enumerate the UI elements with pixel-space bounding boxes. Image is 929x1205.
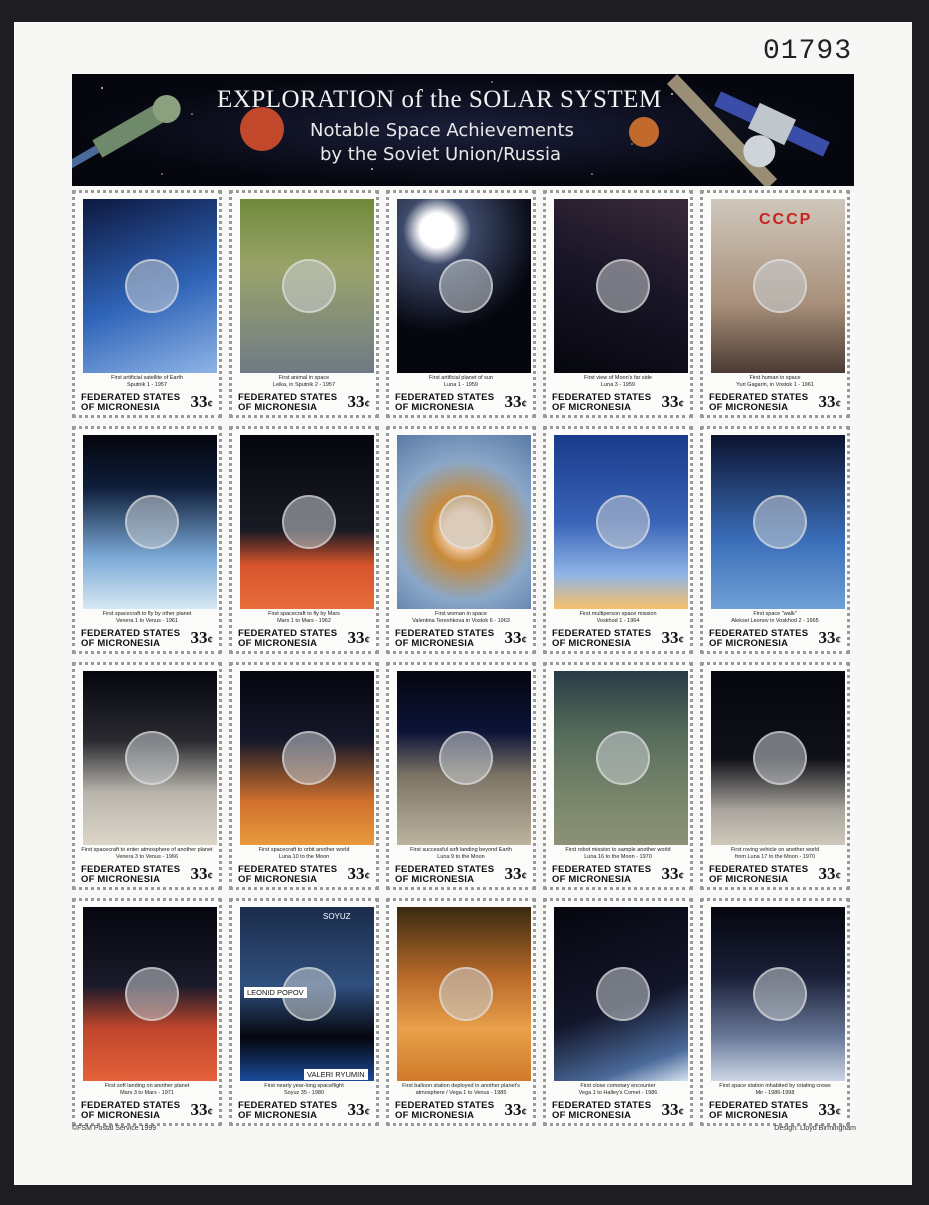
stamp-country-line1: FEDERATED STATES	[81, 864, 181, 875]
mars3-lander-icon	[125, 967, 179, 1021]
stamp-value-cent: ¢	[678, 870, 684, 882]
stamp-caption-line1: First human in space	[749, 375, 801, 381]
lunokhod-icon	[753, 731, 807, 785]
stamp-artwork	[711, 435, 845, 609]
stamp-caption	[707, 611, 843, 625]
stamp-caption-line2: Leika, in Sputnik 2 - 1957	[272, 382, 336, 388]
serial-number: 01793	[762, 36, 852, 67]
stamp-caption	[236, 611, 372, 625]
stamp-country-line1: FEDERATED STATES	[709, 628, 809, 639]
stamp-caption-line2: Luna 1 - 1959	[444, 382, 478, 388]
stamp-value-number: 33	[818, 1100, 836, 1119]
stamp-caption	[550, 611, 686, 625]
helmet-cccp-text: CCCP	[759, 211, 813, 228]
stamp-caption-line2: from Luna 17 to the Moon - 1970	[734, 854, 816, 860]
stamp	[700, 426, 850, 654]
stamp-value-number: 33	[504, 1100, 522, 1119]
stamp-country-line1: FEDERATED STATES	[552, 392, 652, 403]
stamp-caption-line1: First roving vehicle on another world	[730, 847, 820, 853]
stamp-value-cent: ¢	[207, 634, 213, 646]
stamp-value-cent: ¢	[521, 398, 527, 410]
stamp-country-line1: FEDERATED STATES	[238, 392, 338, 403]
luna10-orbiter-icon	[282, 731, 336, 785]
stamp-value	[505, 1100, 528, 1120]
stamp-artwork	[397, 199, 531, 373]
stamp-country-line2: OF MICRONESIA	[709, 1110, 789, 1121]
stamp-value-number: 33	[818, 864, 836, 883]
stamp-caption	[236, 375, 372, 389]
stamp-caption-line1: First space "walk"	[753, 611, 797, 617]
stamp-artwork	[554, 435, 688, 609]
stamp-value-number: 33	[347, 1100, 365, 1119]
stamp-caption-line1: First spacecraft to orbit another world	[258, 847, 350, 853]
stamp-value	[191, 1100, 214, 1120]
stamp-artwork	[397, 907, 531, 1081]
stamp-caption-line2: Soyuz 35 - 1980	[283, 1090, 325, 1096]
stamp-value	[819, 628, 842, 648]
stamp-caption-line1: First balloon station deployed in another planet's	[402, 1083, 520, 1089]
stamp-caption-line2: atmosphere / Vega 1 to Venus - 1985	[415, 1090, 507, 1096]
stamp	[72, 190, 222, 418]
stamp-value-cent: ¢	[835, 870, 841, 882]
designer-credit: Design: Lloyd Birmingham	[774, 1125, 856, 1132]
stamp	[72, 426, 222, 654]
venera3-probe-icon	[125, 731, 179, 785]
stamp-country	[552, 629, 651, 649]
stamp-country	[395, 1101, 494, 1121]
stamp-value-cent: ¢	[678, 1106, 684, 1118]
space-dog-icon	[282, 259, 336, 313]
stamp-country-line2: OF MICRONESIA	[81, 1110, 161, 1121]
stamp-value-cent: ¢	[835, 398, 841, 410]
stamp-caption	[236, 847, 372, 861]
soyuz-label: SOYUZ	[323, 912, 351, 921]
stamp-artwork	[711, 907, 845, 1081]
stamp-caption-line2: Luna 9 to the Moon	[437, 854, 485, 860]
stamp-country	[709, 1101, 808, 1121]
stamp-value-number: 33	[818, 392, 836, 411]
stamp-artwork	[554, 671, 688, 845]
stamp-caption	[393, 1083, 529, 1097]
stamp-value	[662, 1100, 685, 1120]
stamp-value	[191, 392, 214, 412]
stamp	[229, 662, 379, 890]
stamp-artwork	[397, 671, 531, 845]
stamp-country	[395, 629, 494, 649]
stamp-country	[552, 393, 651, 413]
stamp-value-cent: ¢	[521, 870, 527, 882]
stamp-artwork	[240, 671, 374, 845]
stamp-value-cent: ¢	[364, 870, 370, 882]
stamp	[72, 898, 222, 1126]
stamp-value	[505, 392, 528, 412]
stamp-grid	[72, 190, 859, 1126]
stamp-country-line2: OF MICRONESIA	[552, 874, 632, 885]
stamp-country	[81, 865, 180, 885]
valeri-ryumin-label: VALERI RYUMIN	[304, 1069, 368, 1080]
stamp-country	[238, 393, 337, 413]
stamp-country-line1: FEDERATED STATES	[238, 1100, 338, 1111]
stamp-country-line2: OF MICRONESIA	[709, 874, 789, 885]
stamp	[543, 662, 693, 890]
stamp-caption-line1: First nearly year-long spaceflight	[264, 1083, 344, 1089]
stamp-artwork	[83, 907, 217, 1081]
stamp-caption-line1: First multiperson space mission	[579, 611, 657, 617]
stamp-value	[819, 864, 842, 884]
stamp-caption-line1: First artificial planet of sun	[429, 375, 493, 381]
stamp-artwork	[711, 199, 845, 373]
stamp-value	[662, 628, 685, 648]
stamp-value-cent: ¢	[678, 634, 684, 646]
stamp-country-line2: OF MICRONESIA	[238, 874, 318, 885]
spacewalk-icon	[753, 495, 807, 549]
sputnik-satellite-icon	[125, 259, 179, 313]
stamp-country-line1: FEDERATED STATES	[395, 864, 495, 875]
leonid-popov-label: LEONID POPOV	[244, 987, 307, 998]
stamp-caption	[79, 847, 215, 861]
stamp-caption	[550, 1083, 686, 1097]
stamp-country	[238, 865, 337, 885]
stamp-caption	[393, 847, 529, 861]
stamp-caption-line1: First space station inhabited by rotating crews	[719, 1083, 831, 1089]
stamp	[229, 426, 379, 654]
stamp-value	[505, 864, 528, 884]
stamp-country-line2: OF MICRONESIA	[552, 638, 632, 649]
stamp-country-line1: FEDERATED STATES	[709, 864, 809, 875]
stamp-value-number: 33	[190, 1100, 208, 1119]
mir-station-icon	[753, 967, 807, 1021]
stamp-caption-line2: Sputnik 1 - 1957	[126, 382, 168, 388]
stamp-country-line1: FEDERATED STATES	[238, 864, 338, 875]
stamp-caption-line1: First artificial satellite of Earth	[111, 375, 183, 381]
stamp-country-line2: OF MICRONESIA	[709, 638, 789, 649]
stamp	[543, 426, 693, 654]
stamp-caption	[707, 1083, 843, 1097]
stamp-country-line2: OF MICRONESIA	[552, 1110, 632, 1121]
stamp-artwork	[240, 907, 374, 1081]
stamp	[386, 426, 536, 654]
stamp	[229, 898, 379, 1126]
stamp-sheet	[14, 22, 912, 1185]
stamp-value	[662, 392, 685, 412]
stamp-caption-line2: Valentina Tereshkova in Vostok 6 - 1963	[412, 618, 510, 624]
stamp-country	[709, 865, 808, 885]
rocket-launch-icon	[596, 495, 650, 549]
stamp-value-cent: ¢	[364, 398, 370, 410]
stamp-value	[191, 628, 214, 648]
stamp-value-number: 33	[661, 1100, 679, 1119]
stamp-country-line2: OF MICRONESIA	[81, 874, 161, 885]
stamp-country	[395, 865, 494, 885]
banner-title: EXPLORATION of the SOLAR SYSTEM	[217, 86, 662, 113]
stamp-value	[819, 392, 842, 412]
stamp-country	[238, 629, 337, 649]
stamp-caption-line1: First view of Moon's far side	[584, 375, 652, 381]
stamp-country-line2: OF MICRONESIA	[552, 402, 632, 413]
stamp-caption-line1: First spacecraft to fly by Mars	[268, 611, 340, 617]
stamp-value-number: 33	[504, 864, 522, 883]
stamp-value-number: 33	[818, 628, 836, 647]
stamp-value	[348, 1100, 371, 1120]
lunar-rover-icon	[596, 731, 650, 785]
stamp-value	[191, 864, 214, 884]
stamp-value-number: 33	[347, 628, 365, 647]
stamp-caption-line2: Yuri Gagarin, in Vostok 1 - 1961	[736, 382, 814, 388]
stamp-country	[81, 1101, 180, 1121]
stamp-country	[81, 629, 180, 649]
stamp	[543, 190, 693, 418]
stamp-caption	[79, 1083, 215, 1097]
stamp-country-line1: FEDERATED STATES	[552, 628, 652, 639]
stamp-country-line1: FEDERATED STATES	[395, 392, 495, 403]
stamp	[72, 662, 222, 890]
stamp-country	[81, 393, 180, 413]
mars-probe-icon	[282, 495, 336, 549]
stamp	[700, 190, 850, 418]
stamp-caption	[707, 375, 843, 389]
stamp-country-line2: OF MICRONESIA	[81, 638, 161, 649]
stamp-caption-line2: Venera 1 to Venus - 1961	[115, 618, 179, 624]
stamp	[386, 662, 536, 890]
cosmonaut-helmet-icon	[753, 259, 807, 313]
stamp-value-cent: ¢	[835, 634, 841, 646]
stamp-country-line1: FEDERATED STATES	[81, 628, 181, 639]
stamp-value	[348, 628, 371, 648]
copyright-text: ©FSM Postal Service 1999	[72, 1125, 157, 1132]
stamp-country-line1: FEDERATED STATES	[709, 392, 809, 403]
luna3-probe-icon	[596, 259, 650, 313]
stamp-caption-line2: Mars 3 to Mars - 1971	[120, 1090, 174, 1096]
stamp-country-line2: OF MICRONESIA	[238, 638, 318, 649]
stamp-country	[552, 865, 651, 885]
venera-probe-icon	[125, 495, 179, 549]
lunar-lander-icon	[439, 731, 493, 785]
stamp-value-cent: ¢	[835, 1106, 841, 1118]
stamp-value	[348, 864, 371, 884]
stamp-caption-line1: First robot mission to sample another world	[565, 847, 671, 853]
stamp-caption-line2: Vega 1 to Halley's Comet - 1986	[578, 1090, 658, 1096]
banner-subtitle-line1: Notable Space Achievements	[310, 120, 574, 141]
stamp-caption-line2: Luna 3 - 1959	[601, 382, 635, 388]
stamp-caption	[393, 375, 529, 389]
stamp-artwork	[83, 199, 217, 373]
stamp-value	[505, 628, 528, 648]
stamp-artwork	[397, 435, 531, 609]
stamp-country-line2: OF MICRONESIA	[395, 402, 475, 413]
banner-subtitle-line2: by the Soviet Union/Russia	[320, 144, 561, 165]
stamp-country	[709, 393, 808, 413]
stamp	[229, 190, 379, 418]
stamp-caption-line1: First spacecraft to enter atmosphere of another planet	[81, 847, 213, 853]
stamp-country-line2: OF MICRONESIA	[81, 402, 161, 413]
sheet-banner	[72, 74, 854, 186]
stamp-country-line2: OF MICRONESIA	[395, 874, 475, 885]
stamp-country-line2: OF MICRONESIA	[238, 1110, 318, 1121]
luna-probe-icon	[439, 259, 493, 313]
stamp-caption	[79, 375, 215, 389]
stamp-caption	[550, 847, 686, 861]
stamp-value-number: 33	[661, 392, 679, 411]
stamp-value-number: 33	[504, 392, 522, 411]
comet-probe-icon	[596, 967, 650, 1021]
stamp-value-cent: ¢	[521, 1106, 527, 1118]
stamp-artwork	[240, 199, 374, 373]
stamp-country-line2: OF MICRONESIA	[395, 1110, 475, 1121]
stamp	[386, 898, 536, 1126]
stamp-artwork	[554, 907, 688, 1081]
stamp-value-number: 33	[661, 628, 679, 647]
stamp-value-number: 33	[190, 392, 208, 411]
stamp-country-line1: FEDERATED STATES	[709, 1100, 809, 1111]
stamp-caption-line1: First successful soft landing beyond Earth	[410, 847, 512, 853]
stamp-value-cent: ¢	[521, 634, 527, 646]
stamp-country-line1: FEDERATED STATES	[238, 628, 338, 639]
stamp	[543, 898, 693, 1126]
stamp-artwork	[83, 671, 217, 845]
stamp-caption	[236, 1083, 372, 1097]
stamp-country	[709, 629, 808, 649]
stamp-value-number: 33	[190, 864, 208, 883]
stamp-value-cent: ¢	[207, 870, 213, 882]
stamp-country-line1: FEDERATED STATES	[395, 628, 495, 639]
stamp-country-line2: OF MICRONESIA	[709, 402, 789, 413]
stamp-artwork	[240, 435, 374, 609]
stamp-value-cent: ¢	[207, 398, 213, 410]
balloon-station-icon	[439, 967, 493, 1021]
stamp-value-number: 33	[347, 864, 365, 883]
stamp-country	[552, 1101, 651, 1121]
stamp-country-line2: OF MICRONESIA	[395, 638, 475, 649]
stamp-caption-line1: First close cometary encounter	[580, 1083, 656, 1089]
stamp-caption-line2: Voskhod 1 - 1964	[596, 618, 640, 624]
stamp-value-number: 33	[190, 628, 208, 647]
stamp-caption	[550, 375, 686, 389]
stamp-value	[819, 1100, 842, 1120]
stamp	[700, 898, 850, 1126]
stamp-caption-line1: First animal in space	[278, 375, 330, 381]
stamp-country-line1: FEDERATED STATES	[552, 864, 652, 875]
stamp-caption	[707, 847, 843, 861]
stamp-caption-line1: First woman in space	[435, 611, 487, 617]
stamp-artwork	[711, 671, 845, 845]
stamp-caption-line2: Mir - 1986-1998	[755, 1090, 795, 1096]
stamp-country-line1: FEDERATED STATES	[81, 1100, 181, 1111]
stamp-value-cent: ¢	[207, 1106, 213, 1118]
stamp-artwork	[83, 435, 217, 609]
stamp-caption-line2: Luna 10 to the Moon	[278, 854, 330, 860]
stamp-value-cent: ¢	[364, 634, 370, 646]
stamp-value-number: 33	[504, 628, 522, 647]
stamp-caption-line2: Venera 3 to Venus - 1966	[115, 854, 179, 860]
stamp	[700, 662, 850, 890]
stamp-country	[238, 1101, 337, 1121]
stamp-value-number: 33	[661, 864, 679, 883]
stamp-caption	[393, 611, 529, 625]
stamp-country-line1: FEDERATED STATES	[81, 392, 181, 403]
stamp-country-line1: FEDERATED STATES	[552, 1100, 652, 1111]
stamp-value	[662, 864, 685, 884]
stamp-value-cent: ¢	[678, 398, 684, 410]
stamp-caption-line2: Luna 16 to the Moon - 1970	[584, 854, 652, 860]
cosmonaut-portrait-icon	[439, 495, 493, 549]
stamp-caption	[79, 611, 215, 625]
stamp-artwork	[554, 199, 688, 373]
stamp-country	[395, 393, 494, 413]
stamp	[386, 190, 536, 418]
stamp-country-line2: OF MICRONESIA	[238, 402, 318, 413]
stamp-caption-line1: First soft landing on another planet	[104, 1083, 190, 1089]
stamp-value	[348, 392, 371, 412]
stamp-country-line1: FEDERATED STATES	[395, 1100, 495, 1111]
stamp-caption-line1: First spacecraft to fly by other planet	[102, 611, 192, 617]
stamp-caption-line2: Aleksei Leonov in Voskhod 2 - 1965	[731, 618, 819, 624]
stamp-caption-line2: Mars 1 to Mars - 1962	[277, 618, 331, 624]
stamp-value-number: 33	[347, 392, 365, 411]
stamp-value-cent: ¢	[364, 1106, 370, 1118]
